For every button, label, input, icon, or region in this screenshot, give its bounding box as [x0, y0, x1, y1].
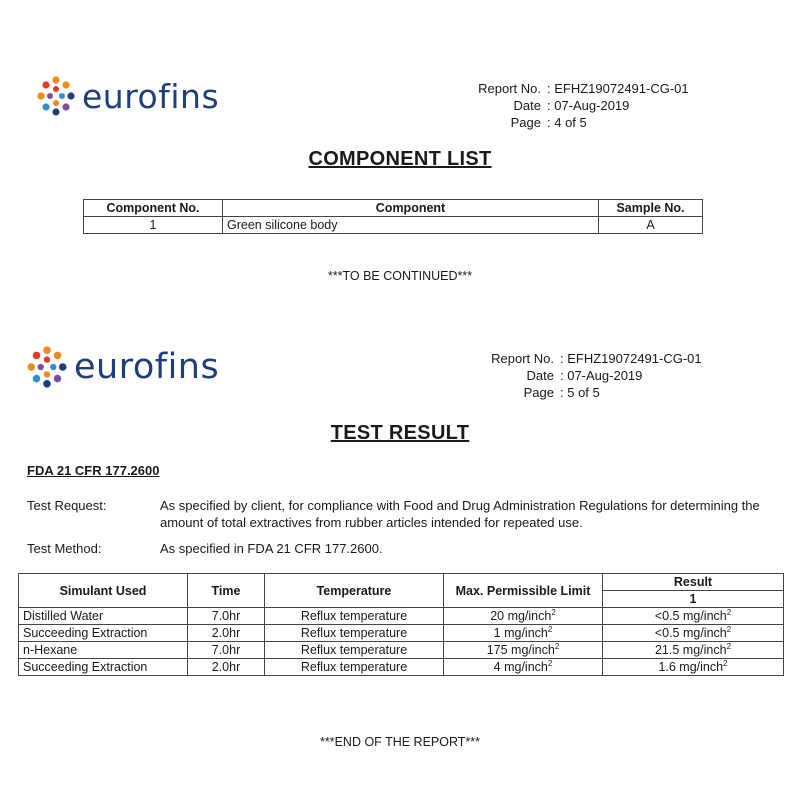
header-sample-no: Sample No. — [599, 200, 703, 217]
header-result: Result — [603, 574, 784, 591]
page-title-test-result: TEST RESULT — [330, 422, 470, 444]
header-limit: Max. Permissible Limit — [444, 574, 603, 608]
component-table — [83, 199, 703, 234]
cell-limit: 20 mg/inch$^2$ — [444, 608, 603, 625]
table-header-row — [84, 200, 703, 217]
table-row — [19, 642, 784, 659]
cell-temperature: Reflux temperature — [265, 608, 444, 625]
report-meta-page5 — [478, 350, 702, 401]
eurofins-logo-icon — [36, 76, 76, 116]
cell-result: <0.5 mg/inch$^2$ — [603, 625, 784, 642]
cell-simulant: n-Hexane — [19, 642, 188, 659]
cell-simulant: Succeeding Extraction — [19, 659, 188, 676]
cell-result: 1.6 mg/inch$^2$ — [603, 659, 784, 676]
cell-component: Green silicone body — [223, 217, 599, 234]
cell-time: 2.0hr — [188, 659, 265, 676]
cell-temperature: Reflux temperature — [265, 625, 444, 642]
page-value: : 5 of 5 — [560, 385, 600, 400]
cell-sample-no: A — [599, 217, 703, 234]
test-request-value: As specified by client, for compliance with Food and Drug Administration Regulations for determining the amount of total extractives from rubber articles intended for repeated use. — [160, 498, 760, 530]
header-simulant: Simulant Used — [19, 574, 188, 608]
report-no-label: Report No. — [478, 81, 541, 96]
cell-result: <0.5 mg/inch$^2$ — [603, 608, 784, 625]
page-label: Page — [523, 385, 554, 400]
cell-component-no: 1 — [84, 217, 223, 234]
cell-time: 7.0hr — [188, 642, 265, 659]
test-request-label: Test Request: — [27, 498, 107, 513]
date-label: Date — [526, 368, 554, 383]
report-no-value: : EFHZ19072491-CG-01 — [560, 351, 702, 366]
date-label: Date — [513, 98, 541, 113]
date-value: : 07-Aug-2019 — [547, 98, 630, 113]
header-result-sample: 1 — [603, 591, 784, 608]
logo-wordmark: eurofins — [82, 76, 220, 116]
cell-result: 21.5 mg/inch$^2$ — [603, 642, 784, 659]
cell-time: 2.0hr — [188, 625, 265, 642]
cell-limit: 4 mg/inch$^2$ — [444, 659, 603, 676]
table-row — [84, 217, 703, 234]
eurofins-logo-icon — [26, 346, 68, 388]
cell-time: 7.0hr — [188, 608, 265, 625]
header-time: Time — [188, 574, 265, 608]
date-value: : 07-Aug-2019 — [560, 368, 643, 383]
report-meta-page4 — [465, 80, 689, 131]
test-method-label: Test Method: — [27, 541, 102, 556]
page-label: Page — [510, 115, 541, 130]
test-method-value: As specified in FDA 21 CFR 177.2600. — [160, 541, 383, 556]
cell-simulant: Distilled Water — [19, 608, 188, 625]
cell-temperature: Reflux temperature — [265, 659, 444, 676]
table-row — [19, 625, 784, 642]
header-component: Component — [223, 200, 599, 217]
cell-temperature: Reflux temperature — [265, 642, 444, 659]
header-temperature: Temperature — [265, 574, 444, 608]
report-no-value: : EFHZ19072491-CG-01 — [547, 81, 689, 96]
regulation-heading: FDA 21 CFR 177.2600 — [27, 463, 160, 478]
table-row — [19, 659, 784, 676]
cell-simulant: Succeeding Extraction — [19, 625, 188, 642]
end-of-report-note: ***END OF THE REPORT*** — [320, 735, 480, 749]
table-header-row — [19, 574, 784, 591]
to-be-continued-note: ***TO BE CONTINUED*** — [327, 269, 473, 283]
logo-wordmark: eurofins — [74, 346, 220, 387]
cell-limit: 175 mg/inch$^2$ — [444, 642, 603, 659]
header-component-no: Component No. — [84, 200, 223, 217]
cell-limit: 1 mg/inch$^2$ — [444, 625, 603, 642]
test-result-table — [18, 573, 784, 676]
page-title-component-list: COMPONENT LIST — [308, 148, 492, 170]
report-no-label: Report No. — [491, 351, 554, 366]
eurofins-logo — [36, 76, 219, 116]
page-value: : 4 of 5 — [547, 115, 587, 130]
eurofins-logo — [26, 346, 219, 388]
table-row — [19, 608, 784, 625]
